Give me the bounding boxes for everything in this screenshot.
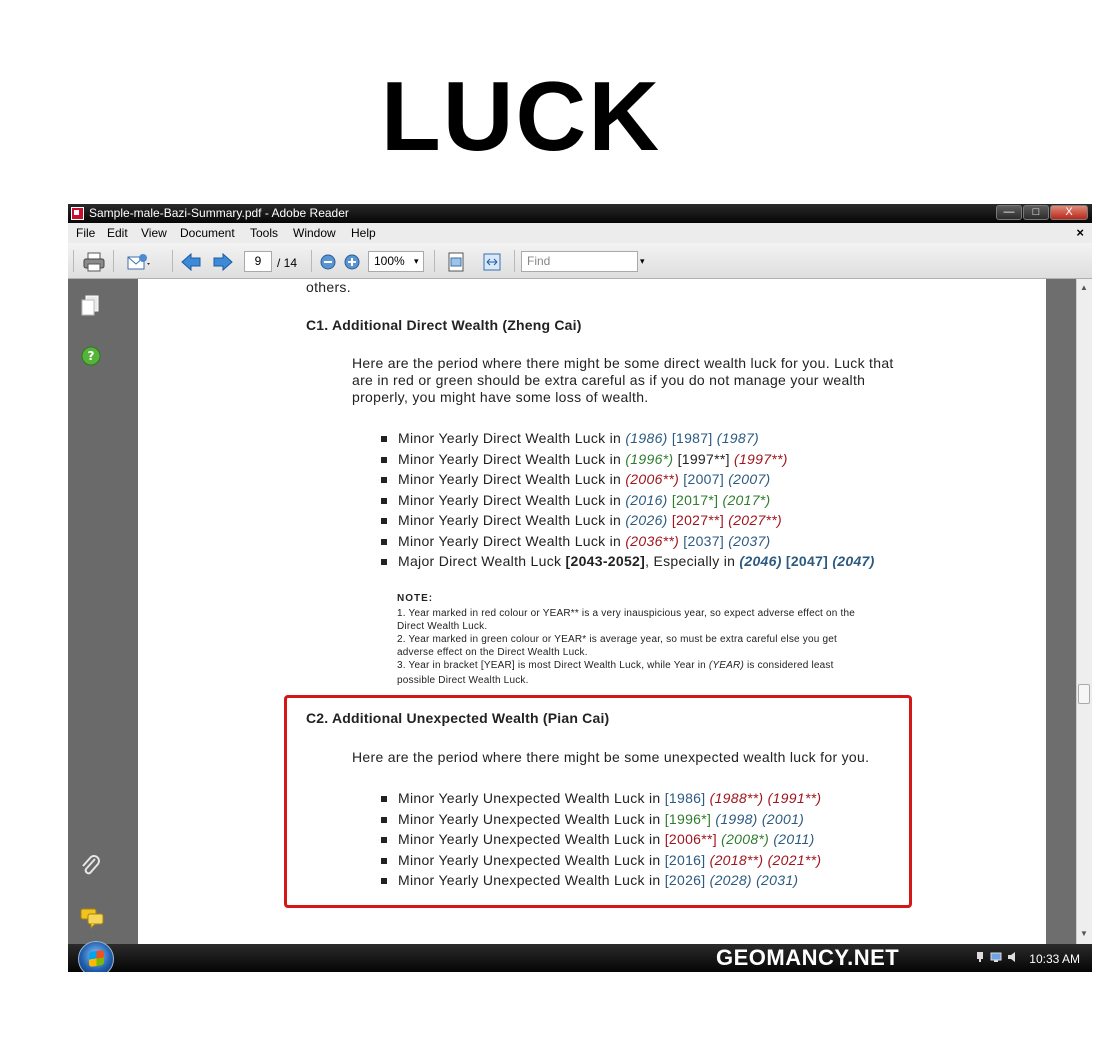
scroll-down-icon[interactable]: ▼	[1080, 929, 1088, 938]
toolbar-separator	[172, 250, 173, 272]
scroll-thumb[interactable]	[1078, 684, 1090, 704]
note-line: 2. Year marked in green colour or YEAR* is average year, so must be extra careful else you get	[397, 634, 837, 645]
list-item: Minor Yearly Unexpected Wealth Luck in [2006**] (2008*) (2011)	[398, 831, 815, 847]
c2-intro: Here are the period where there might be some unexpected wealth luck for you.	[352, 749, 870, 765]
title-bar	[68, 204, 1092, 223]
list-item: Minor Yearly Unexpected Wealth Luck in [1986] (1988**) (1991**)	[398, 790, 821, 806]
menu-file[interactable]: File	[76, 226, 96, 240]
toolbar-separator	[113, 250, 114, 272]
brand-text: GEOMANCY.NET	[716, 945, 900, 970]
list-item: Minor Yearly Unexpected Wealth Luck in [1996*] (1998) (2001)	[398, 811, 804, 827]
comments-icon[interactable]	[80, 907, 104, 929]
bullet	[381, 796, 387, 802]
email-icon[interactable]	[126, 252, 152, 272]
menu-edit[interactable]: Edit	[107, 226, 128, 240]
list-item: Minor Yearly Direct Wealth Luck in (2016) [2017*] (2017*)	[398, 492, 771, 508]
toolbar-separator	[434, 250, 435, 272]
bullet	[381, 436, 387, 442]
note-line: Direct Wealth Luck.	[397, 621, 488, 632]
menu-tools[interactable]: Tools	[250, 226, 279, 240]
menu-view[interactable]: View	[141, 226, 167, 240]
note-line: 3. Year in bracket [YEAR] is most Direct Wealth Luck, while Year in (YEAR) is considered least	[397, 660, 834, 671]
fit-width-icon[interactable]	[482, 252, 502, 272]
list-item: Minor Yearly Direct Wealth Luck in (2036**) [2037] (2037)	[398, 533, 771, 549]
attachment-icon[interactable]	[80, 854, 102, 878]
c1-intro-line: are in red or green should be extra careful as if you do not manage your wealth	[352, 372, 866, 388]
zoom-in-icon[interactable]	[343, 252, 361, 272]
bullet	[381, 518, 387, 524]
clock: 10:33 AM	[1029, 952, 1080, 966]
toolbar	[68, 243, 1092, 279]
navigation-panel	[68, 279, 138, 944]
list-item: Minor Yearly Unexpected Wealth Luck in [2016] (2018**) (2021**)	[398, 852, 821, 868]
menu-help[interactable]: Help	[351, 226, 376, 240]
toolbar-separator	[311, 250, 312, 272]
hero-title: LUCK	[380, 61, 662, 171]
c1-intro-line: Here are the period where there might be some direct wealth luck for you. Luck that	[352, 355, 894, 371]
bullet	[381, 837, 387, 843]
previous-text-line: others.	[306, 279, 351, 295]
note-line: possible Direct Wealth Luck.	[397, 675, 529, 686]
svg-text:?: ?	[87, 349, 95, 363]
menu-bar	[68, 223, 1092, 243]
toolbar-separator	[514, 250, 515, 272]
volume-icon[interactable]	[1007, 951, 1019, 963]
next-page-icon[interactable]	[212, 252, 234, 272]
pages-icon[interactable]	[80, 295, 100, 317]
network-icon[interactable]	[990, 951, 1002, 963]
fit-page-icon[interactable]	[446, 252, 466, 272]
pdf-icon	[71, 207, 84, 220]
bullet	[381, 477, 387, 483]
taskbar	[68, 944, 1092, 972]
find-dropdown-icon[interactable]: ▾	[640, 256, 645, 266]
pdf-page	[138, 279, 1046, 944]
zoom-input[interactable]: 100%	[368, 251, 424, 272]
print-icon[interactable]	[82, 252, 106, 272]
bullet	[381, 817, 387, 823]
section-heading-c1: C1. Additional Direct Wealth (Zheng Cai)	[306, 317, 582, 333]
list-item: Minor Yearly Direct Wealth Luck in (1986) [1987] (1987)	[398, 430, 759, 446]
list-item: Minor Yearly Unexpected Wealth Luck in [2026] (2028) (2031)	[398, 872, 798, 888]
list-item: Minor Yearly Direct Wealth Luck in (2026) [2027**] (2027**)	[398, 512, 782, 528]
note-title: NOTE:	[397, 593, 434, 604]
zoom-out-icon[interactable]	[319, 252, 337, 272]
vertical-scrollbar[interactable]	[1076, 279, 1092, 944]
list-item: Minor Yearly Direct Wealth Luck in (2006**) [2007] (2007)	[398, 471, 771, 487]
prev-page-icon[interactable]	[180, 252, 202, 272]
bullet	[381, 559, 387, 565]
window-title: Sample-male-Bazi-Summary.pdf - Adobe Reader	[89, 206, 349, 220]
section-heading-c2: C2. Additional Unexpected Wealth (Pian Cai)	[306, 710, 610, 726]
bullet	[381, 498, 387, 504]
page-total: / 14	[277, 256, 298, 270]
scroll-up-icon[interactable]: ▲	[1080, 283, 1088, 292]
list-item-major: Major Direct Wealth Luck [2043-2052], Especially in (2046) [2047] (2047)	[398, 553, 875, 569]
note-line: 1. Year marked in red colour or YEAR** is a very inauspicious year, so expect adverse effect on the	[397, 608, 856, 619]
c1-intro-line: properly, you might have some loss of wealth.	[352, 389, 649, 405]
find-input[interactable]: Find	[521, 251, 638, 272]
safely-remove-icon[interactable]	[974, 951, 986, 963]
page-margin	[1046, 279, 1076, 944]
note-line: adverse effect on the Direct Wealth Luck.	[397, 647, 588, 658]
close-button[interactable]: X	[1050, 205, 1088, 220]
start-orb-icon[interactable]	[78, 941, 114, 972]
bullet	[381, 539, 387, 545]
page-number-input[interactable]: 9	[244, 251, 272, 272]
maximize-button[interactable]: □	[1023, 205, 1049, 220]
bullet	[381, 858, 387, 864]
toolbar-grip	[73, 250, 74, 272]
zoom-dropdown-icon[interactable]: ▾	[414, 256, 419, 266]
menu-document[interactable]: Document	[180, 226, 235, 240]
bullet	[381, 457, 387, 463]
close-document-button[interactable]: ×	[1076, 225, 1084, 240]
menu-window[interactable]: Window	[293, 226, 336, 240]
bullet	[381, 878, 387, 884]
minimize-button[interactable]: —	[996, 205, 1022, 220]
adobe-reader-window	[68, 204, 1092, 972]
list-item: Minor Yearly Direct Wealth Luck in (1996*) [1997**] (1997**)	[398, 451, 788, 467]
help-icon[interactable]	[80, 345, 102, 367]
